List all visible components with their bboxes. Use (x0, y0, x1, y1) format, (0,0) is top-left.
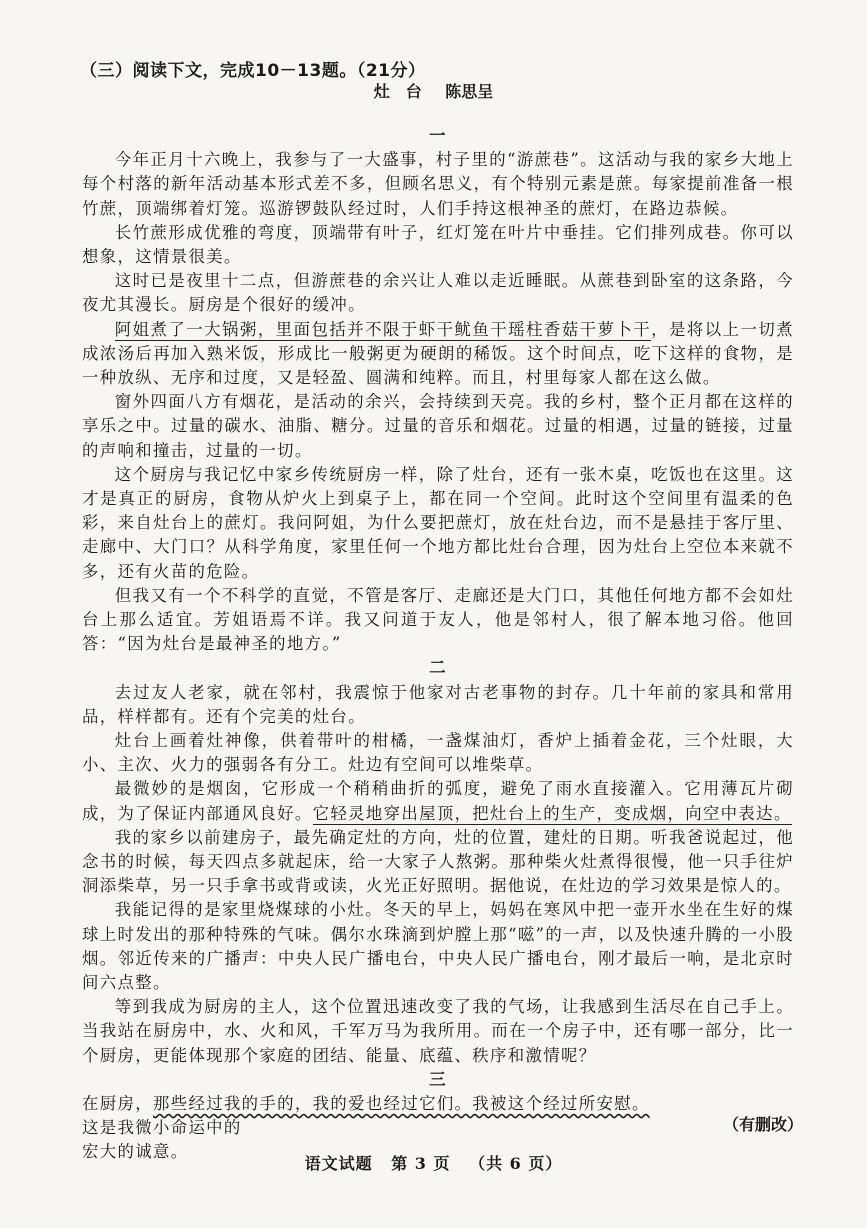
paragraph: 这时已是夜里十二点，但游蔗巷的余兴让人难以走近睡眠。从蔗巷到卧室的这条路，今夜尤其漫长。厨房是个很好的缓冲。 (82, 271, 794, 315)
page-footer (0, 1151, 867, 1174)
poem-lead: 在厨房， (82, 1094, 153, 1114)
paragraph: 等到我成为厨房的主人，这个位置迅速改变了我的气场，让我感到生活尽在自己手上。当我站在厨房中，水、火和风，千军万马为我所用。而在一个房子中，还有哪一部分，比一个厨房，更能体现那个家庭的团结、能量、底蕴、秩序和激情呢？ (82, 997, 794, 1065)
wavy-underlined-sentence: 那些经过我的手的，我的爱也经过它们。我被这个经过所安慰。 (152, 1094, 650, 1114)
section-three-marker: 三 (429, 1069, 447, 1089)
paragraph: 窗外四面八方有烟花，是活动的余兴，会持续到天亮。我的乡村，整个正月都在这样的享乐之中。过量的碳水、油脂、糖分。过量的音乐和烟花。过量的相遇，过量的链接，过量的声响和撞击，过量的一切。 (82, 392, 794, 460)
poem-line: 这是我微小命运中的 (82, 1118, 242, 1138)
footer-subject: 语文试题 (304, 1154, 373, 1173)
underlined-sentence: 它轻灵地穿出屋顶，把灶台上的生产，变成烟，向空中表达。 (312, 803, 792, 823)
paragraph-text: 最微妙的是烟囱，它形成一个稍稍曲折的弧度，避免了雨水直接灌入。它用薄瓦片砌成，为了保证内部通风良好。 (82, 779, 794, 823)
paragraph: 但我又有一个不科学的直觉，不管是客厅、走廊还是大门口，其他任何地方都不会如灶台上那么适宜。芳姐语焉不详。我又问道于友人，他是邻村人，很了解本地习俗。他回答：“因为灶台是最神圣的地方。” (82, 585, 794, 654)
section-two-marker: 二 (429, 658, 447, 678)
paragraph-chimney (82, 777, 794, 825)
article-body (82, 124, 794, 1165)
article-title: 灶 台 (373, 82, 422, 101)
paragraph: 我能记得的是家里烧煤球的小灶。冬天的早上，妈妈在寒风中把一壶开水坐在生好的煤球上时发出的那种特殊的气味。偶尔水珠滴到炉膛上那“嗞”的一声，以及快速升腾的一小股烟。邻近传来的广播声：中央人民广播电台，中央人民广播电台，刚才最后一响，是北京时间六点整。 (82, 900, 794, 993)
section-one-marker: 一 (429, 126, 447, 145)
paragraph: 我的家乡以前建房子，最先确定灶的方向，灶的位置，建灶的日期。听我爸说起过，他念书的时候，每天四点多就起床，给一大家子人熬粥。那种柴火灶煮得很慢，他一只手往炉洞添柴草，另一只手拿书或背或读，火光正好照明。据他说，在灶边的学习效果是惊人的。 (82, 827, 794, 896)
paragraph: 今年正月十六晚上，我参与了一大盛事，村子里的“游蔗巷”。这活动与我的家乡大地上每个村落的新年活动基本形式差不多，但顾名思义，有个特别元素是蔗。每家提前准备一根竹蔗，顶端绑着灯笼。巡游锣鼓队经过时，人们手持这根神圣的蔗灯，在路边恭候。 (82, 150, 794, 218)
paragraph: 去过友人老家，就在邻村，我震惊于他家对古老事物的封存。几十年前的家具和常用品，样样都有。还有个完美的灶台。 (82, 682, 794, 726)
poem-line (82, 1092, 794, 1116)
paragraph: 灶台上画着灶神像，供着带叶的柑橘，一盏煤油灯，香炉上插着金花，三个灶眼，大小、主次、火力的强弱各有分工。灶边有空间可以堆柴草。 (82, 731, 794, 775)
footer-page-number: 第 3 页 (391, 1154, 451, 1173)
article-title-line (0, 79, 867, 102)
paragraph: 这个厨房与我记忆中家乡传统厨房一样，除了灶台，还有一张木桌，吃饭也在这里。这才是真正的厨房，食物从炉火上到桌子上，都在同一个空间。此时这个空间里有温柔的色彩，来自灶台上的蔗灯。我问阿姐，为什么要把蔗灯，放在灶台边，而不是悬挂于客厅里、走廊中、大门口？从科学角度，家里任何一个地方都比灶台合理，因为灶台上空位本来就不多，还有火苗的危险。 (82, 464, 794, 581)
underlined-sentence: 阿姐煮了一大锅粥，里面包括并不限于虾干鱿鱼干瑶柱香菇干萝卜干 (114, 319, 652, 339)
footer-total-pages: （共 6 页） (469, 1154, 563, 1173)
article-author: 陈思呈 (445, 82, 494, 101)
question-header: （三）阅读下文，完成10－13题。（21分） (80, 61, 426, 81)
poem-line: 宏大的诚意。 (82, 1142, 189, 1162)
paragraph: 长竹蔗形成优雅的弯度，顶端带有叶子，红灯笼在叶片中垂挂。它们排列成巷。你可以想象，这情景很美。 (82, 222, 794, 266)
edit-note: （有删改） (722, 1115, 803, 1134)
paragraph-text: ，是将以上一切煮成浓汤后再加入熟米饭，形成比一般粥更为硬朗的稀饭。这个时间点，吃下这样的食物，是一种放纵、无序和过度，又是轻盈、圆满和纯粹。而且，村里每家人都在这么做。 (82, 319, 794, 388)
paragraph-porridge (82, 318, 794, 391)
